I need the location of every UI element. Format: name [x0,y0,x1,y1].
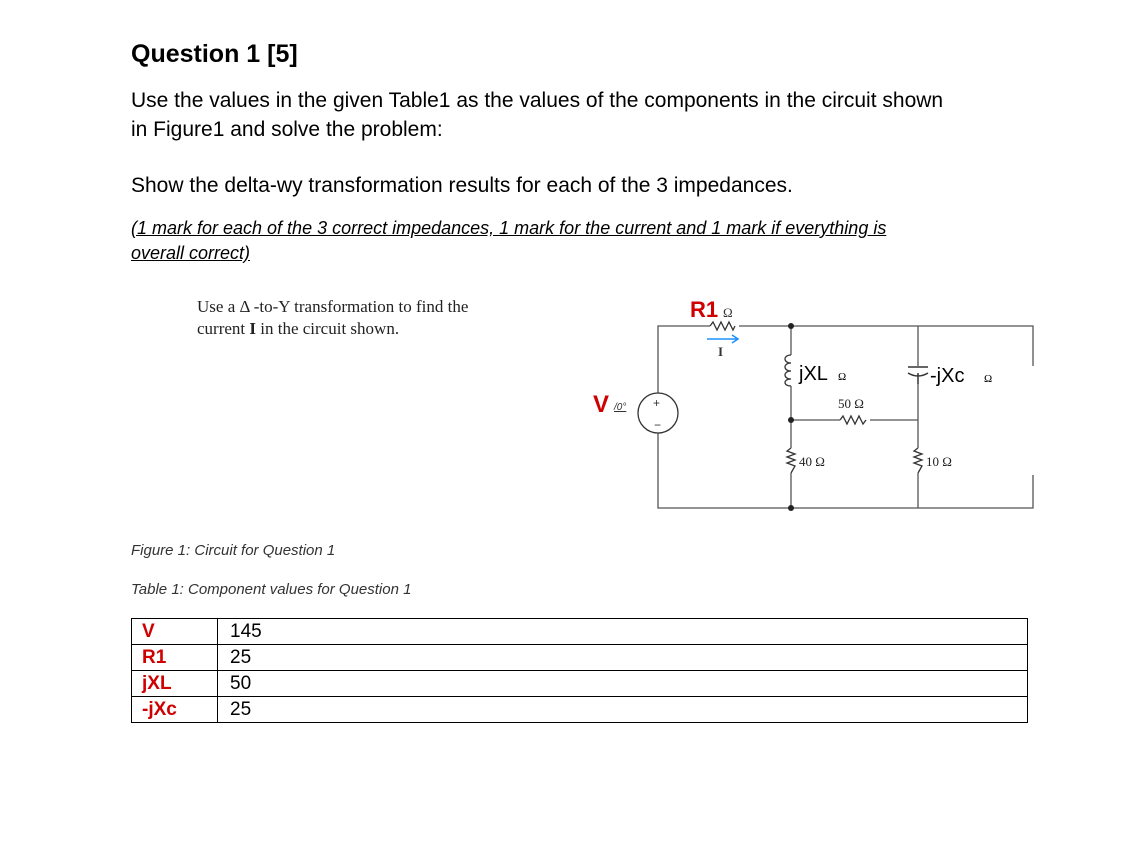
row-value: 145 [218,619,1028,645]
row-label: jXL [132,671,218,697]
row-label: R1 [132,645,218,671]
wire-left-top [658,326,710,393]
resistor-40-icon [787,448,795,473]
jxl-label: jXL [799,363,828,385]
table-row [132,645,1028,671]
r50-label: 50 Ω [838,396,864,411]
problem-current-symbol: I [249,319,257,338]
wire-r1-to-node [739,326,1033,366]
jxl-omega: Ω [838,371,847,383]
marks-note-line-2: overall correct) [131,243,251,263]
problem-line-2-suffix: in the circuit shown. [256,319,400,338]
question-title: Question 1 [5] [131,40,298,68]
figure-caption: Figure 1: Circuit for Question 1 [131,542,336,559]
r10-label: 10 Ω [926,454,952,469]
problem-line-2-prefix: current [197,319,250,338]
source-minus: − [654,418,662,432]
wire-left-bottom [658,433,1033,508]
problem-line-2 [197,319,399,339]
marks-note-line-1: (1 mark for each of the 3 correct impedances, 1 mark for the current and 1 mark if everything is [131,218,887,238]
inductor-icon [785,355,791,386]
row-value: 50 [218,671,1028,697]
jxc-label: -jXc [930,365,965,387]
intro-line-1: Use the values in the given Table1 as the values of the components in the circuit shown [131,89,944,112]
r1-resistor [710,322,735,330]
source-label: V [593,391,610,418]
source-plus: + [653,396,661,410]
row-label: V [132,619,218,645]
source-angle: /0° [614,402,627,413]
r1-label: R1 [690,297,719,322]
resistor-50-icon [840,416,866,424]
table-row [132,619,1028,645]
component-values-table [131,618,1028,723]
table-caption: Table 1: Component values for Question 1 [131,581,412,598]
jxc-omega: Ω [984,373,993,385]
current-label: I [718,344,724,359]
resistor-10-icon [914,448,922,473]
circuit-diagram [590,290,1050,530]
row-label: -jXc [132,697,218,723]
node-top [788,323,794,329]
r1-omega: Ω [723,305,733,320]
table-row [132,697,1028,723]
row-value: 25 [218,645,1028,671]
node-bottom [788,505,794,511]
row-value: 25 [218,697,1028,723]
node-mid-left [788,417,794,423]
table-row [132,671,1028,697]
r40-label: 40 Ω [799,454,825,469]
task-text: Show the delta-wy transformation results for each of the 3 impedances. [131,174,793,197]
intro-line-2: in Figure1 and solve the problem: [131,118,443,141]
capacitor-icon [908,367,928,384]
current-arrow-icon [707,335,738,343]
problem-line-1: Use a Δ -to-Y transformation to find the [197,297,469,316]
